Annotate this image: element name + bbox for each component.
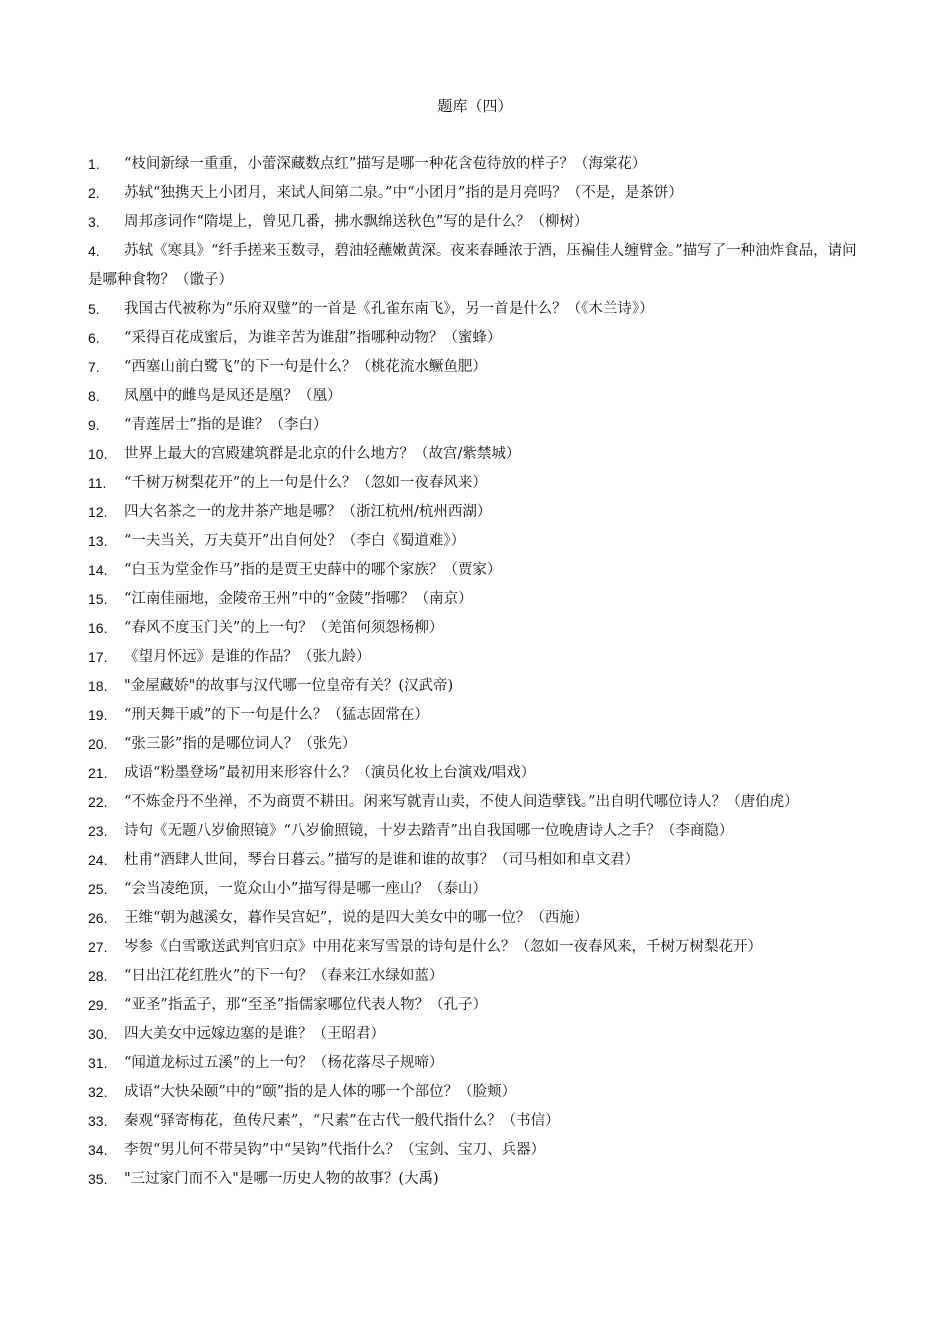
question-text: "金屋藏娇"的故事与汉代哪一位皇帝有关？(汉武帝): [124, 678, 454, 694]
page-title: 题库（四）: [437, 97, 513, 115]
question-item: [88, 556, 860, 585]
question-item: [88, 962, 860, 991]
question-list: [88, 150, 860, 1194]
question-item: [88, 179, 860, 208]
question-item: [88, 324, 860, 353]
question-number: 28.: [88, 968, 108, 984]
question-number: 25.: [88, 881, 108, 897]
question-text: 杜甫“酒肆人世间，琴台日暮云。”描写的是谁和谁的故事？（司马相如和卓文君）: [124, 852, 640, 868]
question-item: [88, 440, 860, 469]
question-text: 我国古代被称为“乐府双璧”的一首是《孔雀东南飞》，另一首是什么？（《木兰诗》）: [124, 301, 654, 317]
question-number: 6.: [88, 330, 100, 346]
question-text: 四大名茶之一的龙井茶产地是哪？（浙江杭州/杭州西湖）: [124, 504, 492, 520]
question-number: 8.: [88, 388, 100, 404]
question-item: [88, 1136, 860, 1165]
question-number: 11.: [88, 475, 107, 491]
question-text: 苏轼《寒具》“纤手搓来玉数寻，碧油轻蘸嫩黄深。夜来春睡浓于酒，压褊佳人缠臂金。”描写了一种油炸食品，请问是哪种食物？（馓子）: [88, 243, 857, 288]
question-item: [88, 469, 860, 498]
question-number: 10.: [88, 446, 108, 462]
question-item: [88, 295, 860, 324]
question-text: “日出江花红胜火”的下一句？（春来江水绿如蓝）: [124, 968, 444, 984]
question-number: 33.: [88, 1113, 108, 1129]
question-number: 31.: [88, 1055, 108, 1071]
question-item: [88, 643, 860, 672]
question-text: “亚圣”指孟子，那“至圣”指儒家哪位代表人物？（孔子）: [124, 997, 488, 1013]
question-number: 3.: [88, 214, 100, 230]
question-item: [88, 585, 860, 614]
question-number: 13.: [88, 533, 108, 549]
question-text: 苏轼“独携天上小团月，来试人间第二泉。”中“小团月”指的是月亮吗？（不是，是茶饼）: [124, 185, 683, 201]
question-text: “千树万树梨花开”的上一句是什么？（忽如一夜春风来）: [124, 475, 487, 491]
question-text: “西塞山前白鹭飞”的下一句是什么？（桃花流水鳜鱼肥）: [124, 359, 487, 375]
question-text: “春风不度玉门关”的上一句？（羌笛何须怨杨柳）: [124, 620, 444, 636]
question-item: [88, 411, 860, 440]
question-item: [88, 1020, 860, 1049]
question-item: [88, 353, 860, 382]
question-number: 35.: [88, 1171, 108, 1187]
question-text: 李贺“男儿何不带吴钩”中“吴钩”代指什么？（宝剑、宝刀、兵器）: [124, 1142, 546, 1158]
question-text: “一夫当关，万夫莫开”出自何处？（李白《蜀道难》）: [124, 533, 466, 549]
question-number: 1.: [88, 156, 100, 172]
question-number: 22.: [88, 794, 108, 810]
question-item: [88, 672, 860, 701]
question-item: [88, 527, 860, 556]
question-item: [88, 150, 860, 179]
question-number: 12.: [88, 504, 108, 520]
question-item: [88, 614, 860, 643]
question-text: 王维“朝为越溪女，暮作吴宫妃”，说的是四大美女中的哪一位？（西施）: [124, 910, 589, 926]
question-text: 成语“粉墨登场”最初用来形容什么？（演员化妆上台演戏/唱戏）: [124, 765, 536, 781]
question-number: 9.: [88, 417, 100, 433]
question-item: [88, 701, 860, 730]
question-number: 32.: [88, 1084, 108, 1100]
question-text: “刑天舞干戚”的下一句是什么？（猛志固常在）: [124, 707, 429, 723]
question-item: [88, 1049, 860, 1078]
question-text: “不炼金丹不坐禅，不为商贾不耕田。闲来写就青山卖，不使人间造孽钱。”出自明代哪位诗人？（唐伯虎）: [124, 794, 799, 810]
question-text: 诗句《无题八岁偷照镜》“八岁偷照镜，十岁去踏青”出自我国哪一位晚唐诗人之手？（李商隐）: [124, 823, 734, 839]
question-number: 15.: [88, 591, 108, 607]
question-item: [88, 730, 860, 759]
question-number: 4.: [88, 243, 100, 259]
question-item: [88, 1165, 860, 1194]
question-text: “闻道龙标过五溪”的上一句？（杨花落尽子规啼）: [124, 1055, 444, 1071]
question-number: 2.: [88, 185, 100, 201]
question-text: “张三影”指的是哪位词人？（张先）: [124, 736, 357, 752]
question-text: “枝间新绿一重重，小蕾深藏数点红”描写是哪一种花含苞待放的样子？（海棠花）: [124, 156, 647, 172]
question-number: 34.: [88, 1142, 108, 1158]
question-text: 《望月怀远》是谁的作品？（张九龄）: [124, 649, 371, 665]
question-text: “青莲居士”指的是谁？（李白）: [124, 417, 328, 433]
question-item: [88, 817, 860, 846]
question-number: 24.: [88, 852, 108, 868]
question-text: “白玉为堂金作马”指的是贾王史薛中的哪个家族？（贾家）: [124, 562, 502, 578]
question-number: 5.: [88, 301, 100, 317]
question-number: 20.: [88, 736, 108, 752]
question-item: [88, 991, 860, 1020]
question-text: 秦观“驿寄梅花，鱼传尺素”，“尺素”在古代一般代指什么？（书信）: [124, 1113, 560, 1129]
question-item: [88, 904, 860, 933]
question-text: “江南佳丽地，金陵帝王州”中的“金陵”指哪？（南京）: [124, 591, 473, 607]
question-number: 16.: [88, 620, 108, 636]
question-item: [88, 237, 860, 295]
question-text: 凤凰中的雌鸟是凤还是凰？（凰）: [124, 388, 342, 404]
question-item: [88, 933, 860, 962]
question-item: [88, 1078, 860, 1107]
question-item: [88, 788, 860, 817]
question-number: 23.: [88, 823, 108, 839]
question-text: 世界上最大的宫殿建筑群是北京的什么地方？（故宫/紫禁城）: [124, 446, 521, 462]
question-text: 成语“大快朵颐”中的“颐”指的是人体的哪一个部位？（脸颊）: [124, 1084, 517, 1100]
question-item: [88, 846, 860, 875]
question-item: [88, 208, 860, 237]
question-item: [88, 498, 860, 527]
question-number: 18.: [88, 678, 108, 694]
question-item: [88, 759, 860, 788]
question-number: 29.: [88, 997, 108, 1013]
question-text: "三过家门而不入"是哪一历史人物的故事？(大禹): [124, 1171, 439, 1187]
question-number: 17.: [88, 649, 108, 665]
question-number: 30.: [88, 1026, 108, 1042]
question-number: 19.: [88, 707, 108, 723]
question-text: “会当凌绝顶，一览众山小”描写得是哪一座山？（泰山）: [124, 881, 487, 897]
question-item: [88, 875, 860, 904]
question-number: 26.: [88, 910, 108, 926]
question-text: “采得百花成蜜后，为谁辛苦为谁甜”指哪种动物？（蜜蜂）: [124, 330, 502, 346]
question-number: 14.: [88, 562, 108, 578]
question-text: 四大美女中远嫁边塞的是谁？（王昭君）: [124, 1026, 385, 1042]
question-text: 周邦彦词作“隋堤上，曾见几番，拂水飘绵送秋色”写的是什么？（柳树）: [124, 214, 589, 230]
question-number: 27.: [88, 939, 108, 955]
question-number: 21.: [88, 765, 108, 781]
question-number: 7.: [88, 359, 100, 375]
question-item: [88, 382, 860, 411]
question-item: [88, 1107, 860, 1136]
question-text: 岑参《白雪歌送武判官归京》中用花来写雪景的诗句是什么？（忽如一夜春风来，千树万树梨花开）: [124, 939, 762, 955]
